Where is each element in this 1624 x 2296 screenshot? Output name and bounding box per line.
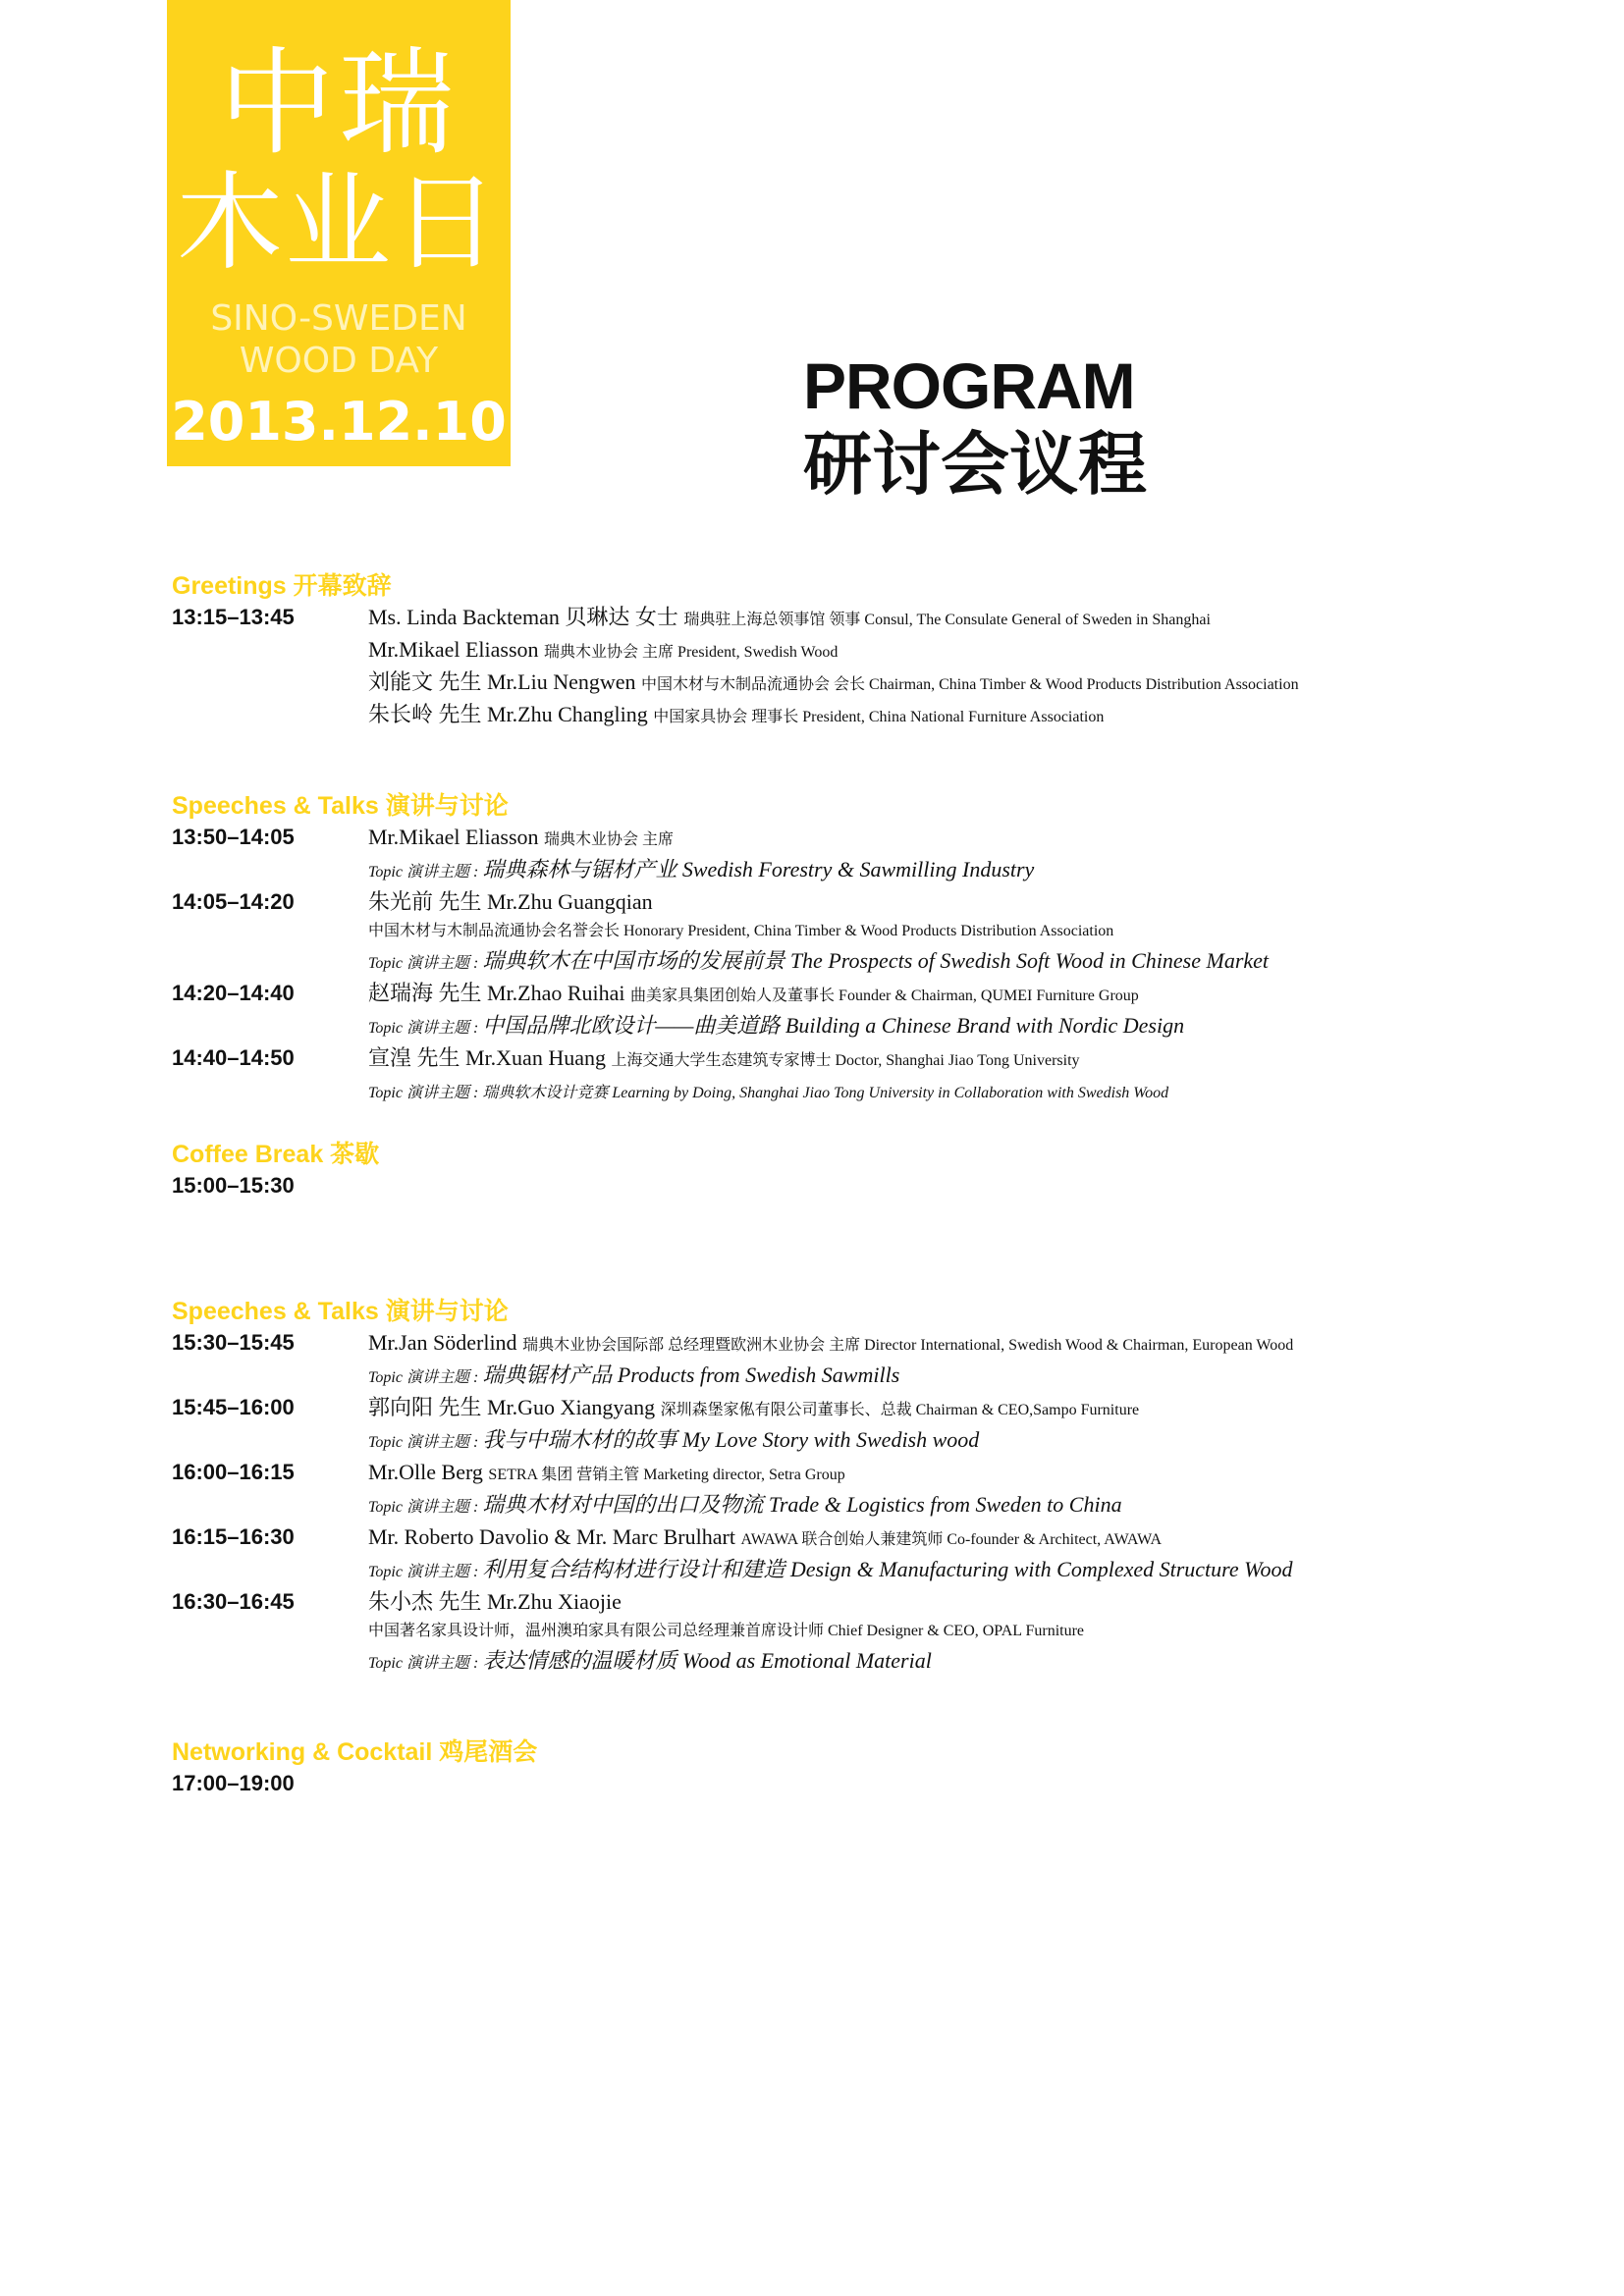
agenda-item [172,887,1507,979]
topic-line [368,1076,1507,1108]
speaker-name: 朱长岭 先生 Mr.Zhu Changling [368,702,654,726]
speaker-title: 曲美家具集团创始人及董事长 Founder & Chairman, QUMEI Furniture Group [630,988,1139,1004]
section-speeches-1 [172,789,1507,1108]
speaker-title: 瑞典木业协会 主席 [544,831,675,848]
topic-text: 表达情感的温暖材质 Wood as Emotional Material [482,1648,932,1673]
logo-chinese-line2: 木业日 [176,162,501,285]
topic-text: 瑞典森林与锯材产业 Swedish Forestry & Sawmilling Industry [482,857,1035,881]
speaker-line [368,603,1507,635]
section-networking [172,1735,1507,1798]
topic-line [368,1646,1507,1679]
speaker-line [368,667,1507,700]
section-greetings [172,569,1507,732]
speaker-name: Mr.Mikael Eliasson [368,825,545,849]
topic-label: Topic 演讲主题 : [368,1434,483,1451]
topic-text: 中国品牌北欧设计——曲美道路 Building a Chinese Brand with Nordic Design [482,1013,1185,1038]
section-heading: Speeches & Talks 演讲与讨论 [172,792,509,820]
speaker-name: 朱小杰 先生 Mr.Zhu Xiaojie [368,1589,622,1614]
program-title [803,348,1147,506]
speaker-title: 瑞典驻上海总领事馆 领事 Consul, The Consulate General of Sweden in Shanghai [683,612,1211,628]
time-slot: 14:40–14:50 [172,1045,295,1070]
speaker-title: 深圳森堡家俬有限公司董事长、总裁 Chairman & CEO,Sampo Furniture [660,1402,1140,1418]
speaker-line [368,1522,1507,1555]
agenda-item [172,823,1507,887]
agenda-item [172,1043,1507,1108]
topic-label: Topic 演讲主题 : [368,1655,483,1672]
agenda-item [172,1522,1507,1587]
speaker-name: 刘能文 先生 Mr.Liu Nengwen [368,669,642,694]
agenda-item [172,603,1507,732]
time-slot: 13:15–13:45 [172,605,295,629]
section-coffee-break [172,1138,1507,1201]
topic-label: Topic 演讲主题 : [368,1085,483,1101]
speaker-name: 赵瑞海 先生 Mr.Zhao Ruihai [368,981,631,1005]
time-slot: 16:15–16:30 [172,1524,295,1549]
section-heading: Networking & Cocktail 鸡尾酒会 [172,1738,538,1766]
program-title-english: PROGRAM [803,349,1135,422]
topic-label: Topic 演讲主题 : [368,1369,483,1386]
time-slot: 15:30–15:45 [172,1330,295,1355]
section-heading: Speeches & Talks 演讲与讨论 [172,1298,509,1325]
logo-date: 2013.12.10 [171,391,507,453]
time-slot: 15:00–15:30 [172,1173,295,1198]
speaker-name: Mr. Roberto Davolio & Mr. Marc Brulhart [368,1524,741,1549]
speaker-title: 中国木材与木制品流通协会 会长 Chairman, China Timber & Wood Products Distribution Association [641,676,1299,693]
speaker-line [368,1043,1507,1076]
agenda-item [172,1393,1507,1458]
speaker-line [368,1458,1507,1490]
time-slot: 13:50–14:05 [172,825,295,849]
speaker-line [368,1393,1507,1425]
time-slot: 16:30–16:45 [172,1589,295,1614]
logo-english-line1: SINO-SWEDEN [210,298,467,339]
topic-text: 我与中瑞木材的故事 My Love Story with Swedish wood [482,1427,980,1452]
speaker-line [368,635,1507,667]
topic-line [368,1361,1507,1393]
logo-chinese-line1: 中瑞 [218,35,459,171]
speaker-title: 瑞典木业协会 主席 President, Swedish Wood [544,644,839,661]
agenda-item [172,1458,1507,1522]
agenda-item [172,1769,1507,1798]
topic-text: 瑞典软木设计竞赛 Learning by Doing, Shanghai Jiao Tong University in Collaboration with Swedish Wood [482,1085,1169,1101]
speaker-line [368,823,1507,855]
topic-label: Topic 演讲主题 : [368,864,483,881]
topic-line [368,1011,1507,1043]
speaker-line [368,700,1507,732]
time-slot: 14:20–14:40 [172,981,295,1005]
section-heading: Greetings 开幕致辞 [172,572,392,600]
speaker-name: 宣湟 先生 Mr.Xuan Huang [368,1045,612,1070]
agenda-item [172,1587,1507,1679]
speaker-title: 中国家具协会 理事长 President, China National Furniture Association [653,709,1105,725]
speaker-title: AWAWA 联合创始人兼建筑师 Co-founder & Architect, AWAWA [740,1531,1163,1548]
speaker-line [368,1328,1507,1361]
topic-text: 瑞典软木在中国市场的发展前景 The Prospects of Swedish Soft Wood in Chinese Market [482,948,1270,973]
speaker-name: Ms. Linda Backteman 贝琳达 女士 [368,605,684,629]
speaker-title: 上海交通大学生态建筑专家博士 Doctor, Shanghai Jiao Tong University [611,1052,1080,1069]
speaker-name: 郭向阳 先生 Mr.Guo Xiangyang [368,1395,661,1419]
program-title-chinese: 研讨会议程 [803,424,1147,505]
topic-line [368,1490,1507,1522]
program-content [172,569,1507,1798]
speaker-title: 中国木材与木制品流通协会名誉会长 Honorary President, China Timber & Wood Products Distribution Association [368,923,1114,939]
speaker-title: 瑞典木业协会国际部 总经理暨欧洲木业协会 主席 Director International, Swedish Wood & Chairman, European Wood [522,1337,1294,1354]
topic-text: 瑞典锯材产品 Products from Swedish Sawmills [482,1362,900,1387]
topic-line [368,1425,1507,1458]
speaker-name: Mr.Olle Berg [368,1460,489,1484]
agenda-item [172,979,1507,1043]
time-slot: 17:00–19:00 [172,1771,295,1795]
agenda-item [172,1171,1507,1201]
time-slot: 15:45–16:00 [172,1395,295,1419]
time-slot: 16:00–16:15 [172,1460,295,1484]
topic-label: Topic 演讲主题 : [368,1020,483,1037]
speaker-name: Mr.Jan Söderlind [368,1330,523,1355]
speaker-title: SETRA 集团 营销主管 Marketing director, Setra Group [488,1467,845,1483]
topic-label: Topic 演讲主题 : [368,955,483,972]
topic-line [368,1555,1507,1587]
topic-line [368,946,1507,979]
event-logo [167,0,511,466]
agenda-item [172,1328,1507,1393]
speaker-name: 朱光前 先生 Mr.Zhu Guangqian [368,889,653,914]
time-slot: 14:05–14:20 [172,889,295,914]
topic-text: 利用复合结构材进行设计和建造 Design & Manufacturing with Complexed Structure Wood [482,1557,1293,1581]
speaker-title: 中国著名家具设计师，温州澳珀家具有限公司总经理兼首席设计师 Chief Designer & CEO, OPAL Furniture [368,1623,1085,1639]
topic-line [368,855,1507,887]
speaker-name: Mr.Mikael Eliasson [368,637,545,662]
speaker-line [368,979,1507,1011]
logo-english-line2: WOOD DAY [239,341,439,381]
topic-label: Topic 演讲主题 : [368,1564,483,1580]
topic-text: 瑞典木材对中国的出口及物流 Trade & Logistics from Sweden to China [482,1492,1122,1517]
section-heading: Coffee Break 茶歇 [172,1141,380,1168]
topic-label: Topic 演讲主题 : [368,1499,483,1516]
section-speeches-2 [172,1295,1507,1679]
